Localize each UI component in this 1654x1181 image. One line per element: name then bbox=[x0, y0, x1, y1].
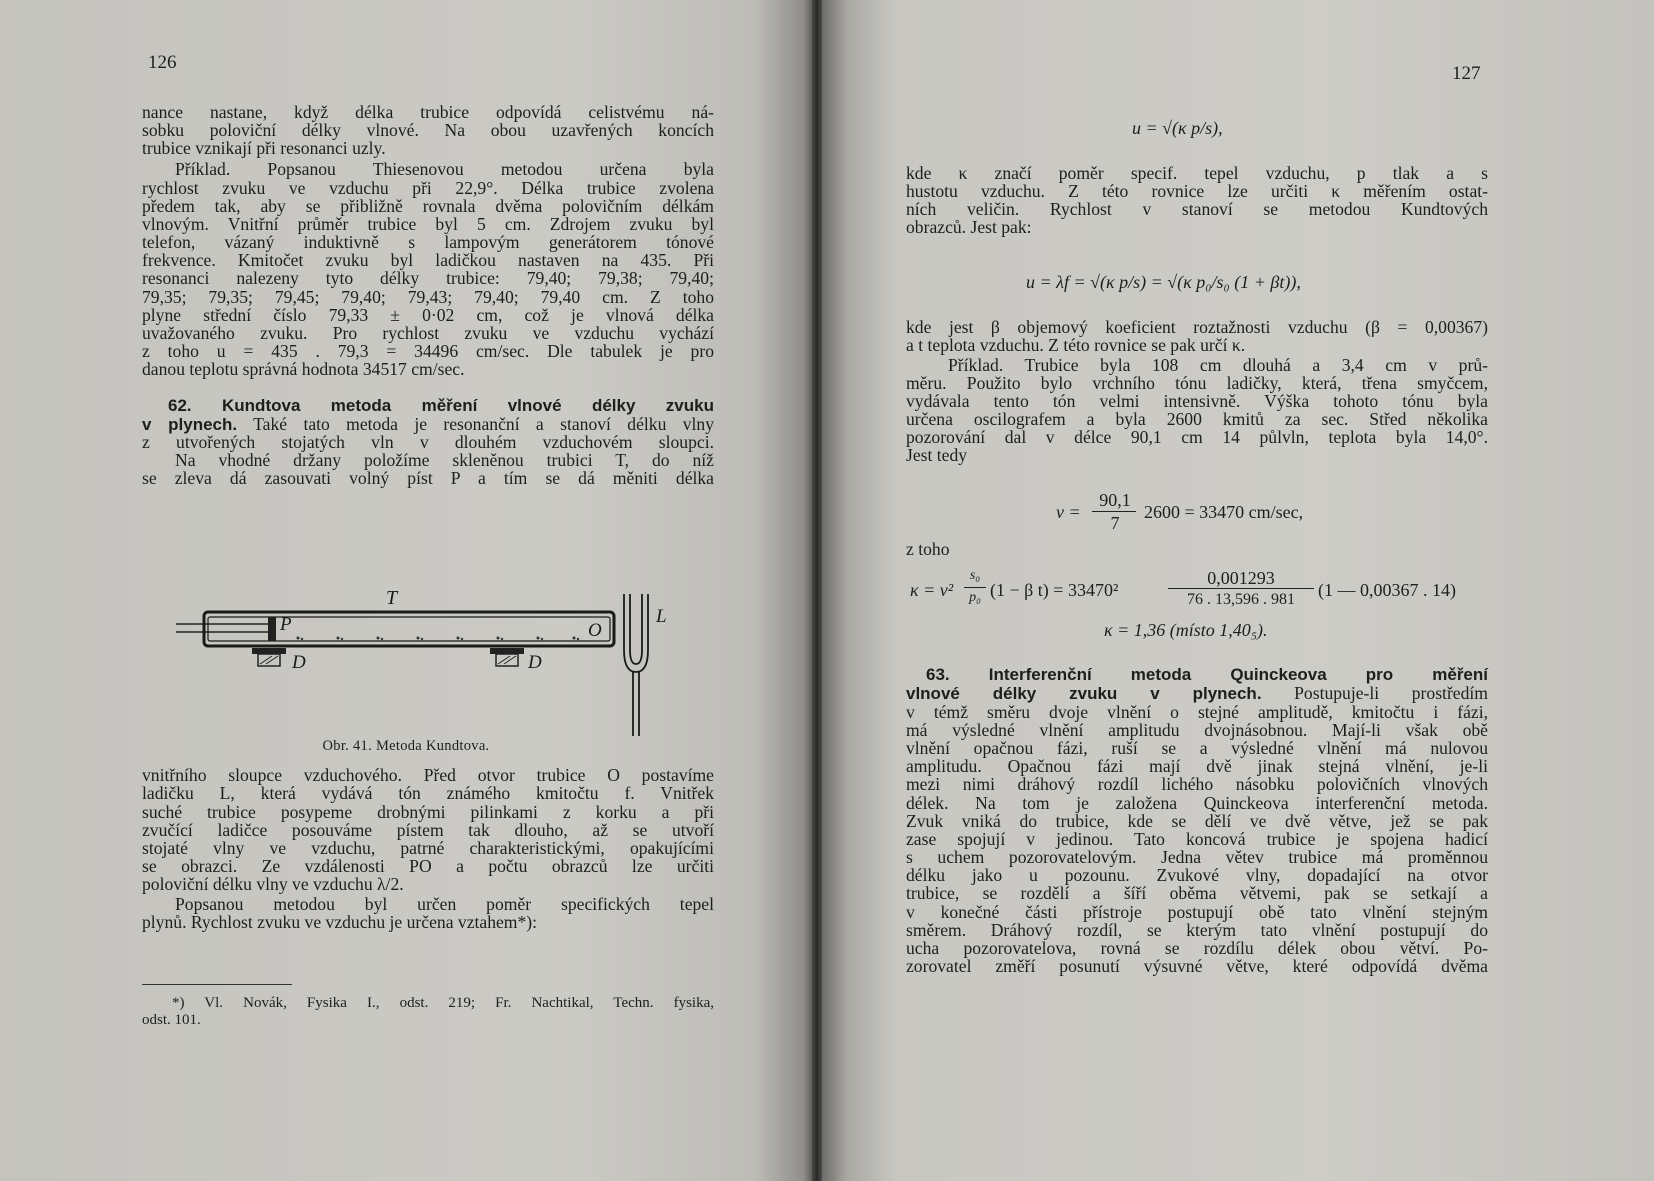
kundt-tube-diagram bbox=[172, 588, 672, 738]
label-O: O bbox=[588, 620, 602, 641]
text-line: vnitřního sloupce vzduchového. Před otvor trubice O postavíme bbox=[142, 765, 714, 785]
footnote-line: odst. 101. bbox=[142, 1012, 201, 1028]
text-line: zvučící ladičce posouváme pístem tak dlouho, až se utvoří bbox=[142, 820, 714, 840]
text-line: telefon, vázaný induktivně s lampovým generátorem tónové bbox=[142, 232, 714, 252]
text-line: ních veličin. Rychlost v stanoví se metodou Kundtových bbox=[906, 199, 1488, 219]
text-line: z utvořených stojatých vln v dlouhém vzduchovém sloupci. bbox=[142, 432, 714, 452]
text-line: kde jest β objemový koeficient roztažnosti vzduchu (β = 0,00367) bbox=[906, 317, 1488, 337]
heading-rest: Také tato metoda je resonanční a stanoví délku vlny bbox=[253, 414, 714, 434]
eq4-prefix: κ = v² bbox=[910, 580, 954, 600]
fraction-bar bbox=[1092, 511, 1136, 512]
text-line: ucha pozorovatelova, rovná se rozdílu délek obou větví. Po- bbox=[906, 938, 1488, 958]
equation-1: u = √(κ p/s), bbox=[1132, 118, 1223, 138]
text-line: amplitudu. Opačnou fázi mají dvě jinak stejná vlnění, je-li bbox=[906, 756, 1488, 776]
text-line: vlnění opačnou fázi, ruší se a výsledné vlnění má nulovou bbox=[906, 738, 1488, 758]
text-line: s uchem pozorovatelovým. Jedna větev trubice má proměnnou bbox=[906, 847, 1488, 867]
text-line: mezi nimi dráhový rozdíl lichého násobku polovičních vlnových bbox=[906, 774, 1488, 794]
text-line: 79,35; 79,35; 79,45; 79,40; 79,43; 79,40; 79,40 cm. Z toho bbox=[142, 287, 714, 307]
text-line: Příklad. Popsanou Thiesenovou metodou určena byla bbox=[175, 159, 714, 179]
text-line: nance nastane, když délka trubice odpovídá celistvému ná- bbox=[142, 102, 714, 122]
section-heading-62 bbox=[142, 397, 714, 415]
heading-title-cont: vlnové délky zvuku v plynech. bbox=[906, 684, 1262, 703]
left-page bbox=[0, 0, 812, 1181]
piston bbox=[268, 617, 276, 641]
text-line: zorovatel změří posunutí výsuvné větve, které odpovídá dvěma bbox=[906, 956, 1488, 976]
text-line: z toho u = 435 . 79,3 = 34496 cm/sec. Dle tabulek je pro bbox=[142, 341, 714, 361]
heading-title-cont: v plynech. bbox=[142, 415, 238, 434]
text-line: poloviční délku vlny ve vzduchu λ/2. bbox=[142, 874, 404, 894]
section-heading-63 bbox=[906, 666, 1488, 684]
tuning-fork bbox=[624, 594, 648, 736]
support-left bbox=[252, 648, 286, 666]
text-line: Popsanou metodou byl určen poměr specifických tepel bbox=[175, 894, 714, 914]
label-T: T bbox=[386, 588, 398, 609]
page-number-left: 126 bbox=[148, 52, 177, 73]
heading-title: Kundtova metoda měření vlnové délky zvuku bbox=[222, 396, 714, 415]
text-line: Na vhodné držany položíme skleněnou trubici T, do níž bbox=[175, 450, 714, 470]
text-line: plynů. Rychlost zvuku ve vzduchu je určena vztahem*): bbox=[142, 912, 538, 932]
eq4-numerator: 0,001293 bbox=[1207, 568, 1275, 588]
text-line: délek. Na tom je založena Quinckeova interferenční metoda. bbox=[906, 793, 1488, 813]
equation-5: κ = 1,36 (místo 1,40₅). bbox=[1104, 620, 1268, 640]
figure-caption bbox=[0, 738, 812, 755]
text-line: délku jako u pozounu. Zvukové vlny, dopadající na otvor bbox=[906, 865, 1488, 885]
text-line: se zleva dá zasouvati volný píst P a tím se dá měniti délka bbox=[142, 468, 714, 488]
text-line: uvažovaného zvuku. Pro rychlost zvuku ve vzduchu vychází bbox=[142, 323, 714, 343]
text-line: trubice vznikají při resonanci uzly. bbox=[142, 138, 386, 158]
text-line: Příklad. Trubice byla 108 cm dlouhá a 3,4 cm v prů- bbox=[948, 355, 1488, 375]
text-line: Jest tedy bbox=[906, 445, 968, 465]
heading-number: 62. bbox=[168, 396, 192, 415]
footnote-line: *) Vl. Novák, Fysika I., odst. 219; Fr. Nachtikal, Techn. fysika, bbox=[172, 995, 714, 1011]
eq4-mid: (1 − β t) = 33470² bbox=[990, 580, 1119, 600]
text-line: Zvuk vniká do trubice, kde se dělí ve dvě větve, jež se pak bbox=[906, 811, 1488, 831]
text-line: rychlost zvuku ve vzduchu při 22,9°. Délka trubice zvolena bbox=[142, 178, 714, 198]
eq4-tail: (1 — 0,00367 . 14) bbox=[1318, 580, 1456, 600]
text-line: resonanci nalezeny tyto délky trubice: 79,40; 79,38; 79,40; bbox=[142, 268, 714, 288]
text-line: v konečné části přístroje postupují obě tato vlnění stejným bbox=[906, 902, 1488, 922]
text-line: sobku poloviční délky vlnové. Na obou uzavřených koncích bbox=[142, 120, 714, 140]
text-line: předem tak, aby se přibližně rovnala dvěma polovičním délkám bbox=[142, 196, 714, 216]
heading-title: Interferenční metoda Quinckeova pro měření bbox=[988, 665, 1488, 684]
text-line: frekvence. Kmitočet zvuku byl ladičkou nastaven na 435. Při bbox=[142, 250, 714, 270]
text-line: stojaté vlny ve vzduchu, patrné charakteristickými, opakujícími bbox=[142, 838, 714, 858]
label-P: P bbox=[280, 614, 292, 635]
text-line: zase spojují v jedinou. Tato koncová trubice je spojena hadicí bbox=[906, 829, 1488, 849]
dust-figures bbox=[297, 637, 580, 641]
text-line: měru. Použito bylo vrchního tónu ladičky, která, třena smyčcem, bbox=[906, 373, 1488, 393]
fraction-bar bbox=[964, 587, 986, 588]
equation-2: u = λf = √(κ p/s) = √(κ p₀/s₀ (1 + βt)), bbox=[1026, 272, 1301, 292]
text-line: z toho bbox=[906, 539, 950, 559]
figure-caption-text: Obr. 41. Metoda Kundtova. bbox=[322, 738, 490, 754]
eq3-prefix: v = bbox=[1056, 502, 1081, 522]
text-line: vlnovým. Vnitřní průměr trubice byl 5 cm. Zdrojem zvuku byl bbox=[142, 214, 714, 234]
footnote-rule bbox=[142, 984, 292, 985]
heading-rest: Postupuje-li prostředím bbox=[1294, 683, 1488, 703]
eq3-numerator: 90,1 bbox=[1099, 490, 1131, 510]
text-line: určena oscilografem a byla 2600 kmitů za sec. Střed několika bbox=[906, 409, 1488, 429]
text-line: v témž směru dvoje vlnění o stejné amplitudě, kmitočtu i fázi, bbox=[906, 702, 1488, 722]
fraction-bar bbox=[1168, 588, 1314, 589]
support-right bbox=[490, 648, 524, 666]
eq3-denominator: 7 bbox=[1110, 513, 1120, 533]
page-number-right: 127 bbox=[1452, 63, 1481, 84]
text-line: suché trubice posypeme drobnými pilinkami z korku a při bbox=[142, 802, 714, 822]
text-line: pozorování dal v délce 90,1 cm 14 půlvln, teplota byla 14,0°. bbox=[906, 427, 1488, 447]
eq3-rest: 2600 = 33470 cm/sec, bbox=[1144, 502, 1304, 522]
text-line: obrazců. Jest pak: bbox=[906, 217, 1032, 237]
text-line: směrem. Dráhový rozdíl, se kterým tato vlnění postupují do bbox=[906, 920, 1488, 940]
kundt-tube-figure bbox=[172, 588, 672, 738]
label-D: D bbox=[292, 652, 306, 673]
text-line: má výsledné vlnění amplitudu dvojnásobnou. Mají-li však obě bbox=[906, 720, 1488, 740]
eq4-denominator: 76 . 13,596 . 981 bbox=[1187, 591, 1295, 608]
heading-number: 63. bbox=[926, 665, 950, 684]
book-gutter bbox=[812, 0, 822, 1181]
text-line: danou teplotu správná hodnota 34517 cm/sec. bbox=[142, 359, 465, 379]
label-D: D bbox=[528, 652, 542, 673]
text-line: a t teplota vzduchu. Z této rovnice se pak určí κ. bbox=[906, 335, 1246, 355]
text-line: trubice, se rozdělí a šíří oběma větvemi, pak se setkají a bbox=[906, 883, 1488, 903]
text-line: ladičku L, která vydává tón známého kmitočtu f. Vnitřek bbox=[142, 783, 714, 803]
text-line bbox=[906, 684, 1488, 703]
right-page bbox=[822, 0, 1654, 1181]
label-L: L bbox=[656, 606, 667, 627]
text-line: plyne střední číslo 79,33 ± 0·02 cm, což je vlnová délka bbox=[142, 305, 714, 325]
text-line: kde κ značí poměr specif. tepel vzduchu, p tlak a s bbox=[906, 163, 1488, 183]
text-line: vydávala tento tón velmi intensivně. Výška tohoto tónu byla bbox=[906, 391, 1488, 411]
text-line: hustotu vzduchu. Z této rovnice lze určiti κ měřením ostat- bbox=[906, 181, 1488, 201]
eq4-frac-denominator: p₀ bbox=[969, 590, 981, 605]
text-line: se obrazci. Ze vzdálenosti PO a počtu obrazců lze určiti bbox=[142, 856, 714, 876]
eq4-frac-numerator: s₀ bbox=[969, 568, 981, 583]
